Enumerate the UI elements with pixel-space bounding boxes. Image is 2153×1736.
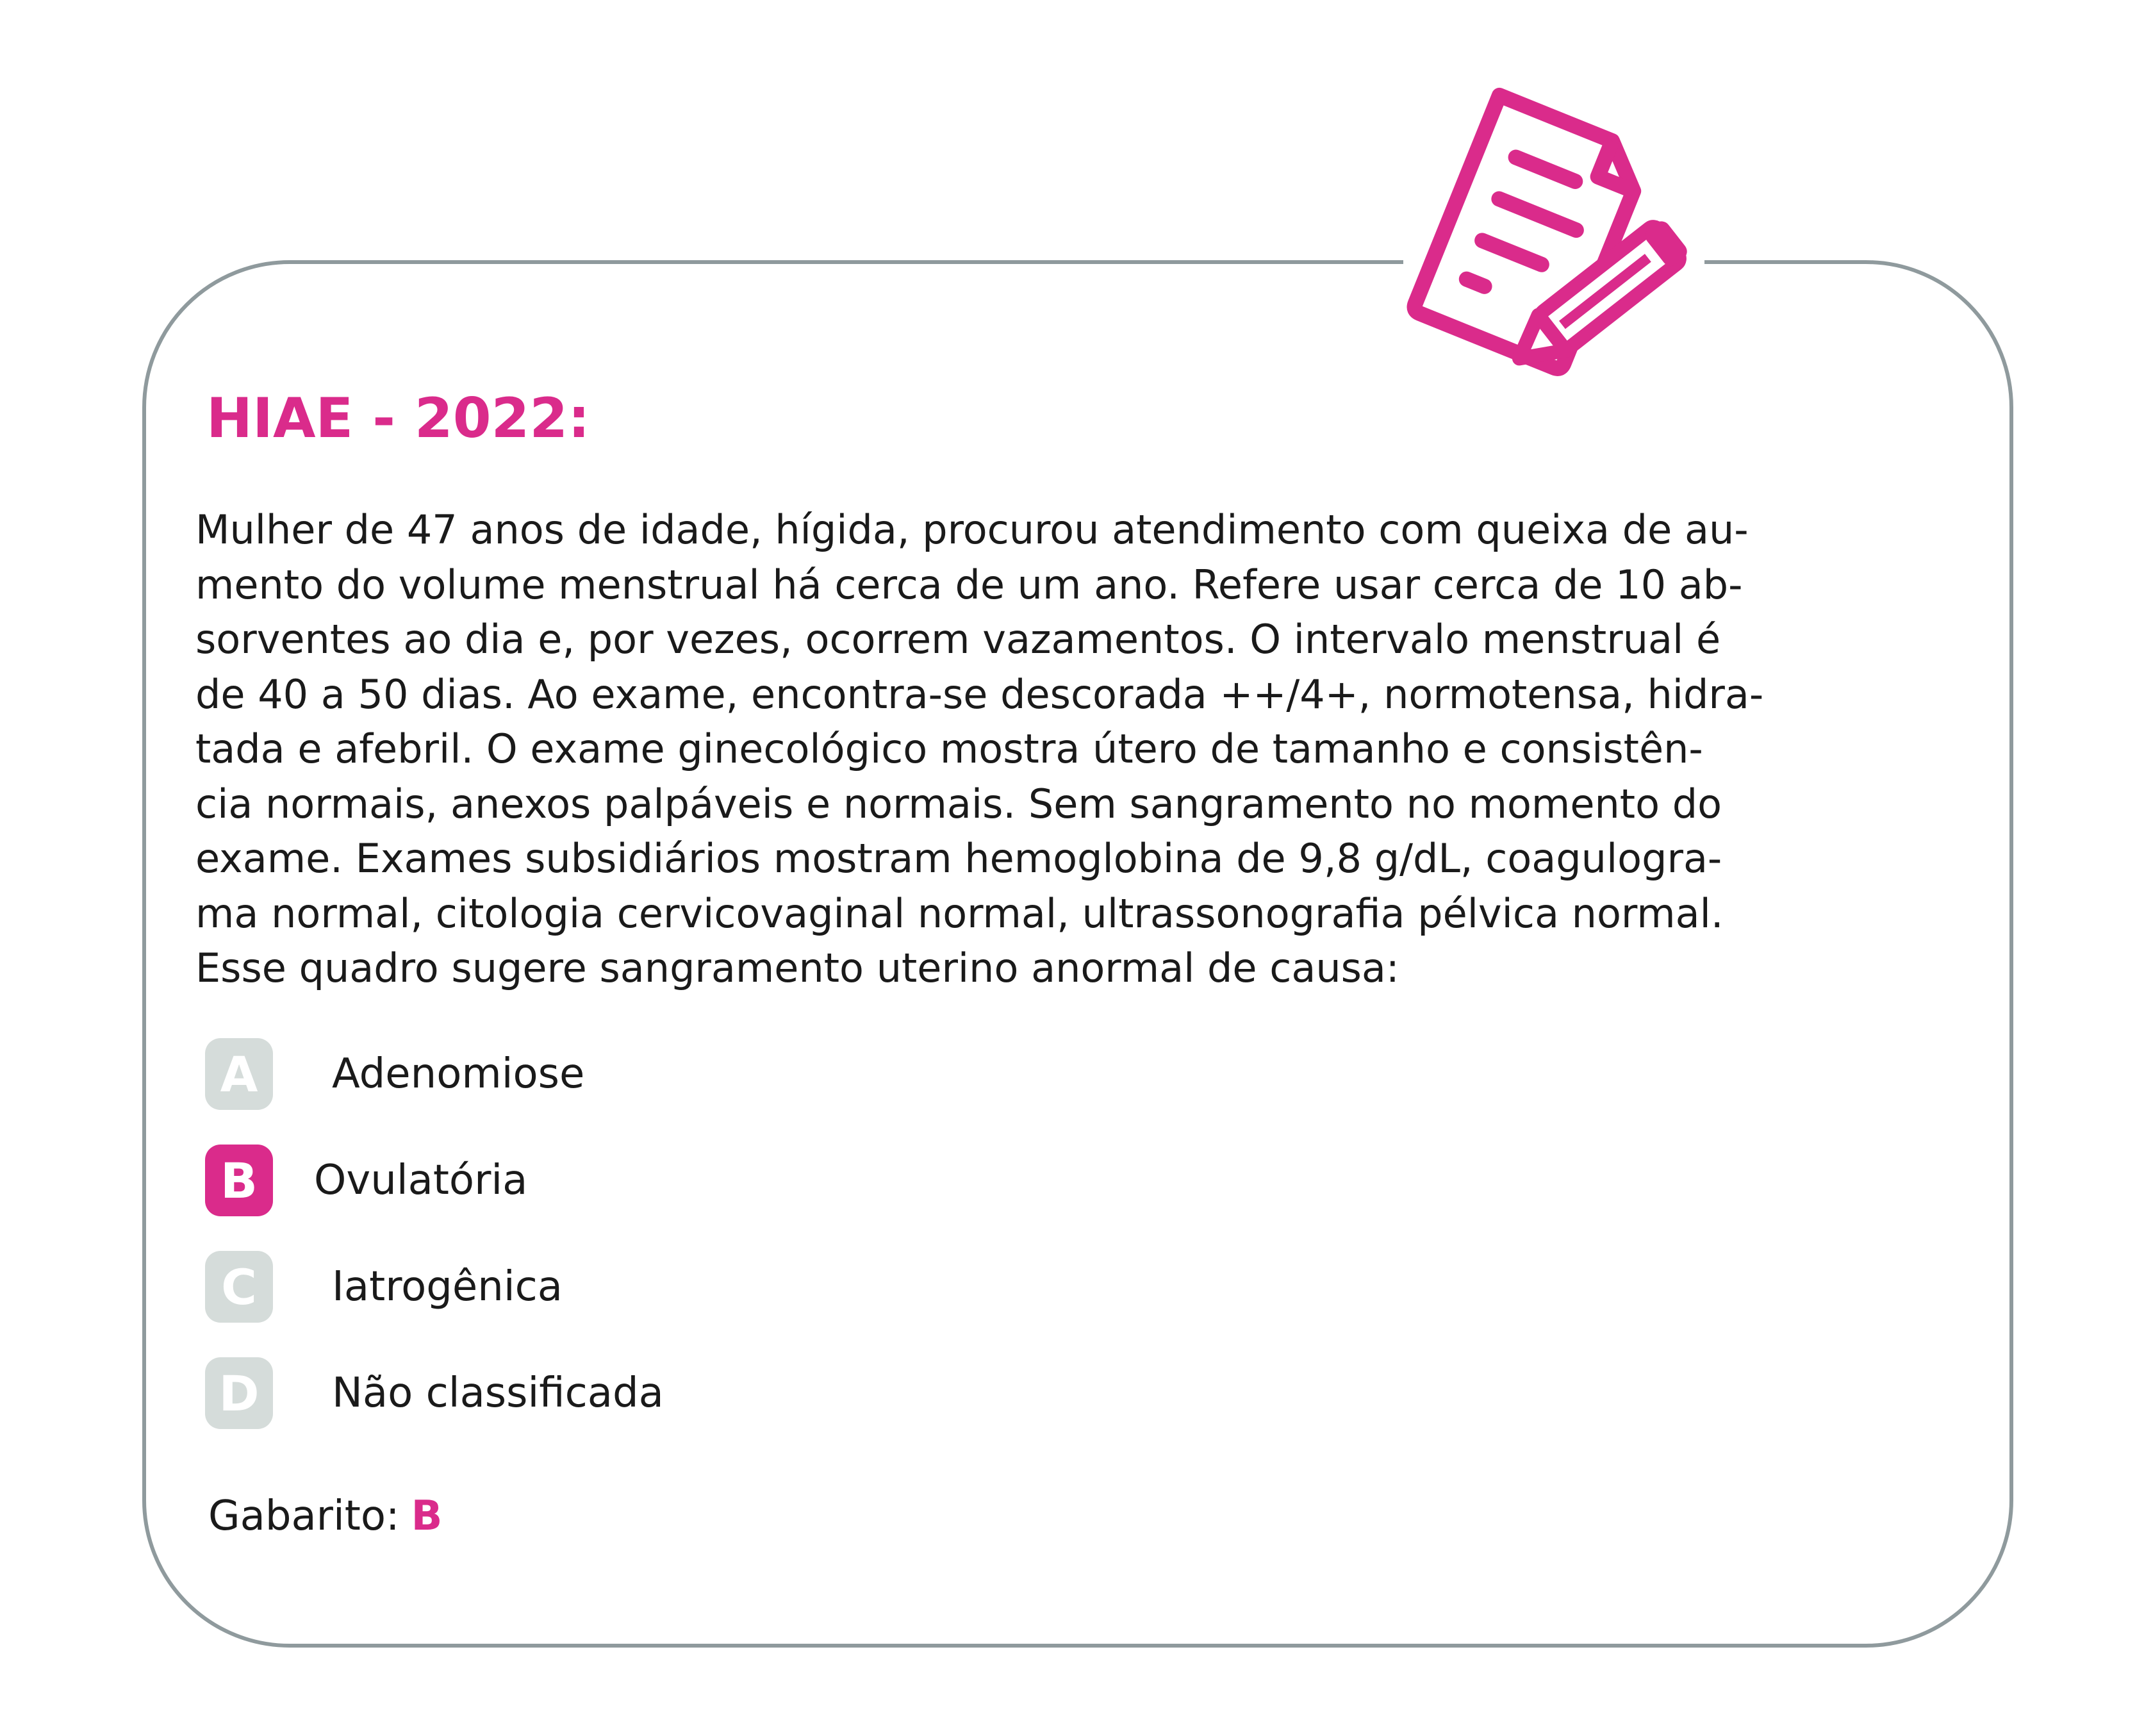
option-b[interactable] xyxy=(205,1145,527,1216)
option-text-d: Não classificada xyxy=(332,1369,664,1417)
option-text-c: Iatrogênica xyxy=(332,1263,563,1310)
question-line: exame. Exames subsidiários mostram hemoglobina de 9,8 g/dL, coagulogra- xyxy=(195,835,1722,882)
question-text xyxy=(195,502,2002,996)
question-line: sorventes ao dia e, por vezes, ocorrem vazamentos. O intervalo menstrual é xyxy=(195,616,1721,663)
answer-key xyxy=(208,1484,442,1548)
answer-label: Gabarito: xyxy=(208,1492,400,1540)
option-text-a: Adenomiose xyxy=(332,1050,585,1098)
answer-letter: B xyxy=(411,1492,443,1540)
question-line: Esse quadro sugere sangramento uterino anormal de causa: xyxy=(195,945,1399,991)
question-line: mento do volume menstrual há cerca de um ano. Refere usar cerca de 10 ab- xyxy=(195,561,1743,608)
question-line: tada e afebril. O exame ginecológico mostra útero de tamanho e consistên- xyxy=(195,725,1703,772)
question-line: ma normal, citologia cervicovaginal normal, ultrassonografia pélvica normal. xyxy=(195,889,1724,937)
option-text-b: Ovulatória xyxy=(314,1157,528,1204)
option-d[interactable] xyxy=(205,1357,664,1429)
option-badge-d: D xyxy=(205,1357,273,1429)
question-line: cia normais, anexos palpáveis e normais. Sem sangramento no momento do xyxy=(195,780,1722,827)
option-badge-b: B xyxy=(205,1145,273,1216)
question-line: de 40 a 50 dias. Ao exame, encontra-se descorada ++/4+, normotensa, hidra- xyxy=(195,670,1764,718)
question-line: Mulher de 47 anos de idade, hígida, procurou atendimento com queixa de au- xyxy=(195,506,1749,553)
option-a[interactable] xyxy=(205,1038,584,1110)
option-c[interactable] xyxy=(205,1251,563,1323)
document-pencil-icon xyxy=(1378,83,1711,391)
page-title: HIAE - 2022: xyxy=(206,386,590,451)
option-badge-a: A xyxy=(205,1038,273,1110)
option-badge-c: C xyxy=(205,1251,273,1323)
